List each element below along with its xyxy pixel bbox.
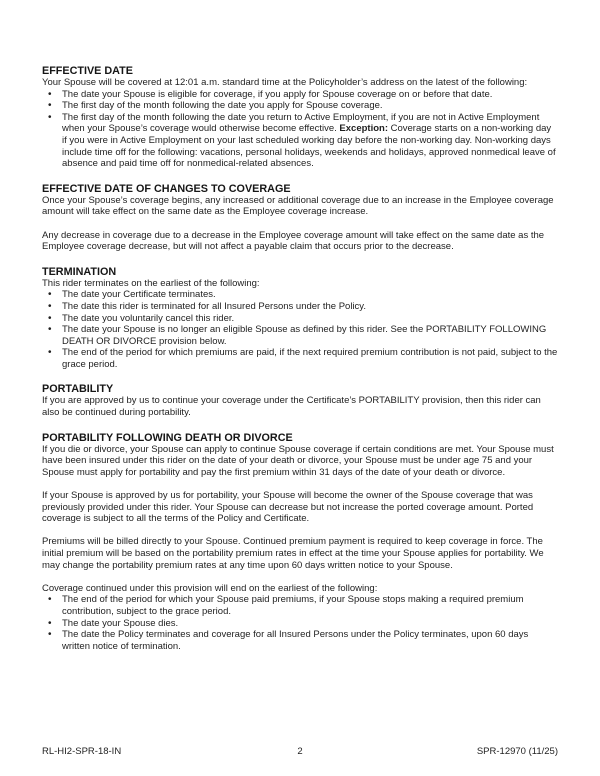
termination-bullet-list [42, 289, 558, 370]
bullet-item [42, 324, 558, 347]
bullet-item [42, 100, 558, 112]
bullet-text: The end of the period for which premiums are paid, if the next required premium contribution is not paid, subject to the grace period. [62, 347, 558, 370]
heading-effective-date: EFFECTIVE DATE [42, 65, 133, 77]
bullet-text: Coverage starts on a non-working day if you were in Active Employment on your last scheduled working day before the non-working day. Non-working days include time off for the following: vacations, personal holidays, weekends and holidays, approved nonmedical leave of absence and paid time off for nonmedical-related absences. [62, 123, 556, 170]
heading-portability-death-divorce: PORTABILITY FOLLOWING DEATH OR DIVORCE [42, 431, 293, 444]
heading-termination: TERMINATION [42, 265, 117, 278]
section-effective-date-of-changes [42, 183, 558, 253]
section-effective-date [42, 65, 558, 170]
paragraph: If you die or divorce, your Spouse can apply to continue Spouse coverage if certain conditions are met. Your Spouse must have been insured under this rider on the date of your death or divorce, your Spouse must be under age 75 and your Spouse must apply for portability and pay the first premium within 31 days of the date of your death or divorce. [42, 443, 554, 478]
section-portability-death-divorce [42, 432, 558, 653]
bullet-item [42, 289, 558, 301]
bullet-text: The date this rider is terminated for all Insured Persons under the Policy. [62, 300, 366, 312]
paragraph-termination-intro: This rider terminates on the earliest of the following: [42, 277, 260, 289]
bullet-text: The date you voluntarily cancel this rider. [62, 312, 235, 324]
bullet-text: The date your Certificate terminates. [62, 289, 216, 301]
bullet-item [42, 89, 558, 101]
paragraph-effective-date-intro: Your Spouse will be covered at 12:01 a.m. standard time at the Policyholder’s address on the latest of the following: [42, 77, 528, 88]
bullet-text: The date your Spouse is eligible for coverage, if you apply for Spouse coverage on or before that date. [62, 88, 493, 100]
paragraph: Once your Spouse’s coverage begins, any increased or additional coverage due to an increase in the Employee coverage amount will take effect on the same date as the Employee coverage increase. [42, 194, 554, 218]
paragraph: Premiums will be billed directly to your Spouse. Continued premium payment is required to keep coverage in force. The initial premium will be based on the portability premium rates in effect at the time your Spouse applies for portability. We may change the portability premium rates at any time upon 60 days written notice to your Spouse. [42, 536, 544, 571]
section-portability [42, 383, 558, 418]
bullet-item [42, 629, 558, 652]
paragraph: If you are approved by us to continue your coverage under the Certificate’s PORTABILITY provision, then this rider can also be continued during portability. [42, 395, 541, 419]
bullet-item [42, 618, 558, 630]
bullet-item [42, 301, 558, 313]
bullet-text: The date the Policy terminates and coverage for all Insured Persons under the Policy terminates, upon 60 days written notice of termination. [62, 629, 529, 652]
form-number: RL-HI2-SPR-18-IN [42, 746, 122, 757]
section-termination [42, 266, 558, 371]
heading-portability: PORTABILITY [42, 383, 114, 396]
bullet-item [42, 313, 558, 325]
coverage-end-bullet-list [42, 594, 558, 652]
document-content [42, 65, 558, 652]
paragraph: If your Spouse is approved by us for portability, your Spouse will become the owner of the Spouse coverage that was previously provided under this rider. Your Spouse can decrease but not increase the ported coverage amount. Ported coverage is subject to all the terms of the Policy and Certificate. [42, 490, 534, 525]
bullet-text: The first day of the month following the date you return to Active Employment, if you are not in Active Employment when your Spouse’s coverage would otherwise become effective. [62, 111, 540, 135]
exception-label: Exception: [339, 123, 388, 135]
bullet-item [42, 347, 558, 370]
bullet-item [42, 112, 558, 170]
bullet-text: The date your Spouse is no longer an eligible Spouse as defined by this rider. See the PORTABILITY FOLLOWING DEATH OR DIVORCE provision below. [62, 324, 547, 347]
bullet-text: The date your Spouse dies. [62, 617, 179, 629]
page-footer [42, 746, 558, 758]
bullet-item [42, 594, 558, 617]
paragraph-coverage-end-intro: Coverage continued under this provision will end on the earliest of the following: [42, 582, 378, 594]
bullet-text: The end of the period for which your Spouse paid premiums, if your Spouse stops making a required premium contribution, subject to the grace period. [62, 594, 524, 617]
heading-effective-date-of-changes: EFFECTIVE DATE OF CHANGES TO COVERAGE [42, 182, 291, 195]
effective-date-bullet-list [42, 89, 558, 170]
document-code: SPR-12970 (11/25) [476, 746, 558, 757]
bullet-text: The first day of the month following the date you apply for Spouse coverage. [62, 100, 383, 112]
page-number: 2 [297, 746, 303, 757]
paragraph: Any decrease in coverage due to a decrease in the Employee coverage amount will take effect on the same date as the Employee coverage decrease, but will not affect a payable claim that occurs prior to the decrease. [42, 229, 545, 253]
